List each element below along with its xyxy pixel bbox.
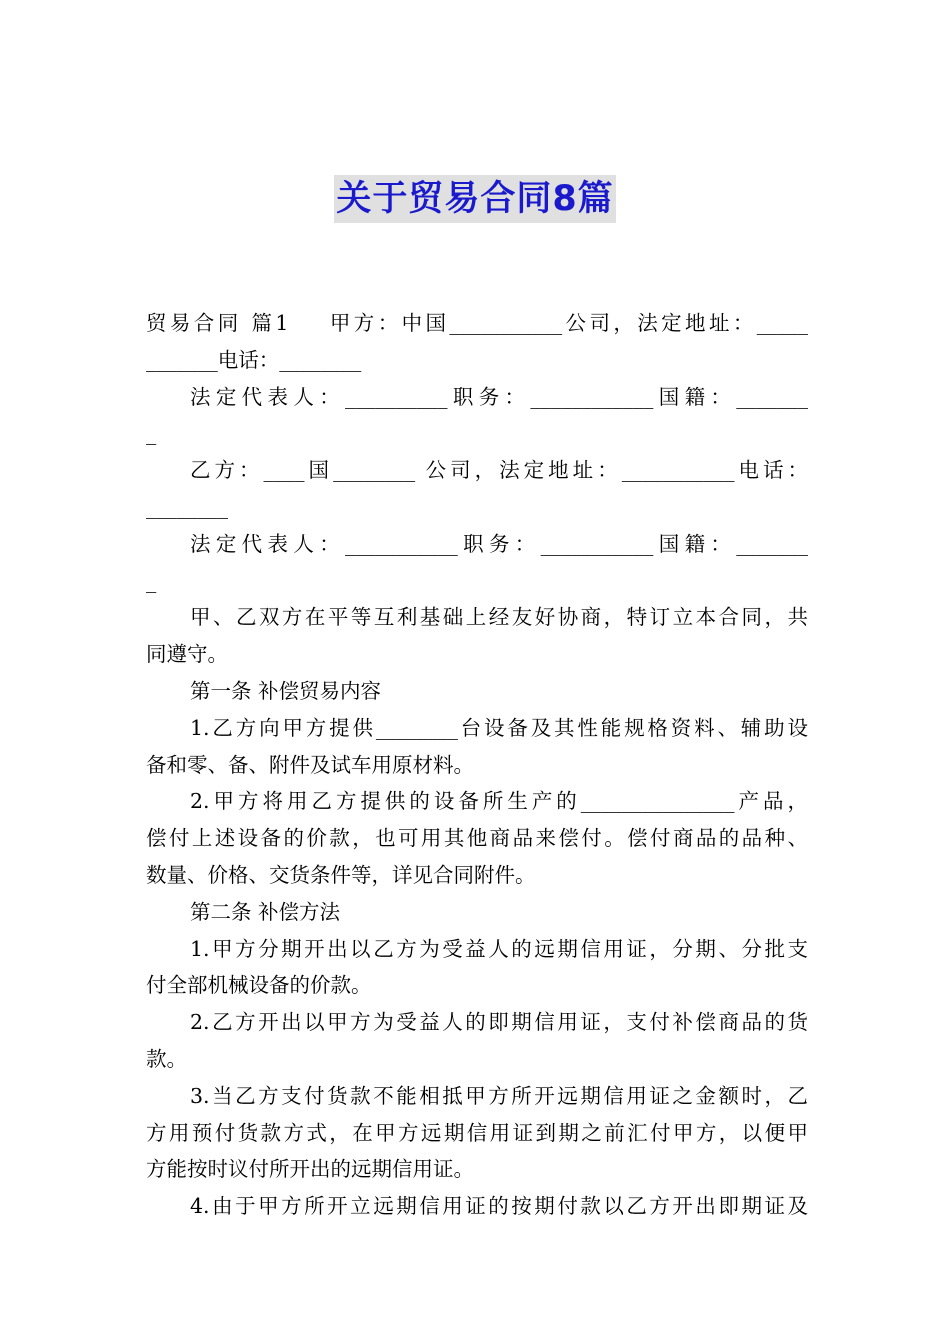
paragraph-line: 甲、乙双方在平等互利基础上经友好协商，特订立本合同，共 — [190, 605, 808, 630]
paragraph-line: 法定代表人：___________职务：___________国籍：_______ — [190, 531, 808, 556]
paragraph-line: 数量、价格、交货条件等，详见合同附件。 — [146, 862, 536, 887]
paragraph-line: 1.甲方分期开出以乙方为受益人的远期信用证，分期、分批支 — [190, 936, 808, 961]
title-container — [0, 175, 950, 223]
paragraph-line: 付全部机械设备的价款。 — [146, 973, 372, 998]
paragraph-line: 法定代表人：__________职务：____________国籍：_______ — [190, 384, 808, 409]
paragraph-line — [146, 305, 808, 342]
paragraph-line: 乙方：____国________ 公司，法定地址：___________电话： — [190, 458, 808, 483]
paragraph-line: _______电话：________ — [146, 347, 362, 372]
paragraph-line: _ — [146, 421, 157, 446]
paragraph-line: 2.甲方将用乙方提供的设备所生产的_______________产品， — [190, 789, 808, 814]
paragraph-line: 款。 — [146, 1046, 187, 1071]
section-heading: 贸易合同 篇1 — [146, 311, 289, 335]
article-heading: 第一条 补偿贸易内容 — [190, 678, 382, 703]
paragraph-line: 4.由于甲方所开立远期信用证的按期付款以乙方开出即期证及 — [190, 1194, 808, 1219]
paragraph-line: 偿付上述设备的价款，也可用其他商品来偿付。偿付商品的品种、 — [146, 826, 808, 851]
document-body — [146, 305, 808, 1225]
paragraph-line: 1.乙方向甲方提供________台设备及其性能规格资料、辅助设 — [190, 715, 808, 740]
paragraph-line: 同遵守。 — [146, 642, 228, 667]
paragraph-line: 3.当乙方支付货款不能相抵甲方所开远期信用证之金额时，乙 — [190, 1083, 808, 1108]
article-heading: 第二条 补偿方法 — [190, 899, 341, 924]
paragraph-line: 备和零、备、附件及试车用原材料。 — [146, 752, 474, 777]
paragraph-line: _ — [146, 568, 157, 593]
paragraph-line: 方能按时议付所开出的远期信用证。 — [146, 1157, 474, 1182]
paragraph-line: 方用预付货款方式，在甲方远期信用证到期之前汇付甲方，以便甲 — [146, 1120, 808, 1145]
paragraph-line: ________ — [146, 494, 228, 519]
paragraph-line: 2.乙方开出以甲方为受益人的即期信用证，支付补偿商品的货 — [190, 1010, 808, 1035]
line-text: 甲方：中国___________公司，法定地址：_____ — [326, 311, 808, 335]
document-title: 关于贸易合同8篇 — [334, 175, 615, 223]
